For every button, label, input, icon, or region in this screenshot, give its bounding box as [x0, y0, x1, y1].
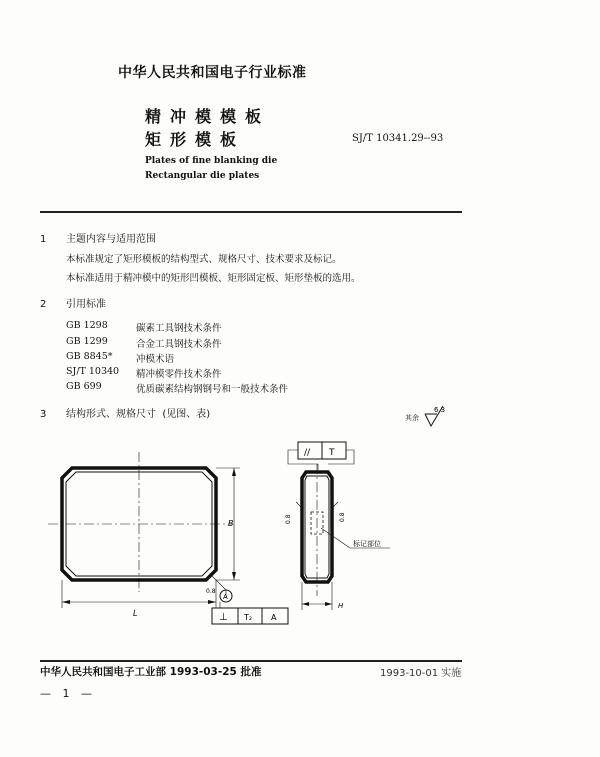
title-en-line1: Plates of fine blanking die	[145, 156, 278, 166]
marking-position-label: 标记部位	[353, 540, 381, 548]
header-rule	[40, 211, 462, 213]
reference-code: GB 8845*	[66, 351, 113, 362]
perpendicular-symbol: ⊥	[219, 612, 228, 623]
reference-code: GB 1299	[66, 336, 108, 347]
reference-code: GB 699	[66, 381, 102, 392]
section-3-note: (见图、表)	[162, 409, 211, 420]
section-2-number: 2	[40, 299, 47, 310]
flatness-value: 0.8	[285, 514, 292, 524]
parallelism-frame	[288, 442, 354, 470]
reference-title: 精冲模零件技术条件	[136, 369, 222, 380]
section-3-heading	[40, 405, 210, 420]
reference-code: GB 1298	[66, 320, 108, 331]
standard-number: SJ/T 10341.29--93	[352, 133, 444, 144]
section-2-title: 引用标准	[66, 299, 106, 310]
flatness-value: 0.8	[206, 588, 216, 595]
section-2-heading	[40, 295, 106, 310]
frame-datum-t: T	[329, 448, 335, 458]
perpendicularity-frame	[212, 602, 288, 624]
reference-title: 合金工具钢技术条件	[136, 339, 222, 350]
plate-front-view	[48, 452, 232, 592]
dimension-h	[302, 582, 344, 610]
reference-code: SJ/T 10340	[66, 366, 120, 377]
section-1-number: 1	[40, 234, 47, 245]
title-cn-line1: 精冲模模板	[145, 107, 271, 126]
flatness-value: 0.8	[339, 512, 346, 522]
dimension-l-label: L	[133, 609, 138, 618]
implementation-date: 1993-10-01 实施	[380, 668, 462, 679]
technical-drawing	[0, 430, 600, 660]
page-number: — 1 —	[40, 687, 96, 700]
section-1-paragraph: 本标准适用于精冲模中的矩形凹模板、矩形固定板、矩形垫板的选用。	[66, 273, 361, 284]
parallel-symbol: //	[304, 448, 311, 458]
section-1-title: 主题内容与适用范围	[66, 234, 156, 245]
section-1-heading	[40, 230, 156, 245]
roughness-symbol-icon	[422, 404, 462, 430]
reference-title: 碳素工具钢技术条件	[136, 323, 222, 334]
roughness-label: 其余	[405, 414, 419, 422]
section-3-title: 结构形式、规格尺寸	[66, 409, 156, 420]
dimension-b-label: B	[228, 519, 234, 528]
tolerance-t2: T₂	[244, 613, 253, 622]
dimension-h-label: H	[338, 602, 344, 610]
footer-rule	[40, 660, 462, 662]
title-cn-line2: 矩形模板	[145, 130, 246, 149]
reference-title: 优质碳素结构钢钢号和一般技术条件	[136, 384, 289, 395]
frame-datum-a: A	[271, 613, 277, 622]
approval-line: 中华人民共和国电子工业部 1993-03-25 批准	[40, 666, 262, 678]
datum-a-label: A	[223, 593, 228, 601]
roughness-value: 6.3	[434, 406, 446, 414]
reference-title: 冲模术语	[136, 354, 175, 365]
title-en-line2: Rectangular die plates	[145, 171, 260, 181]
section-1-paragraph: 本标准规定了矩形模板的结构型式、规格尺寸、技术要求及标记。	[66, 254, 342, 265]
plate-side-view	[285, 464, 346, 596]
section-3-number: 3	[40, 409, 47, 420]
standard-org: 中华人民共和国电子行业标准	[118, 65, 307, 81]
